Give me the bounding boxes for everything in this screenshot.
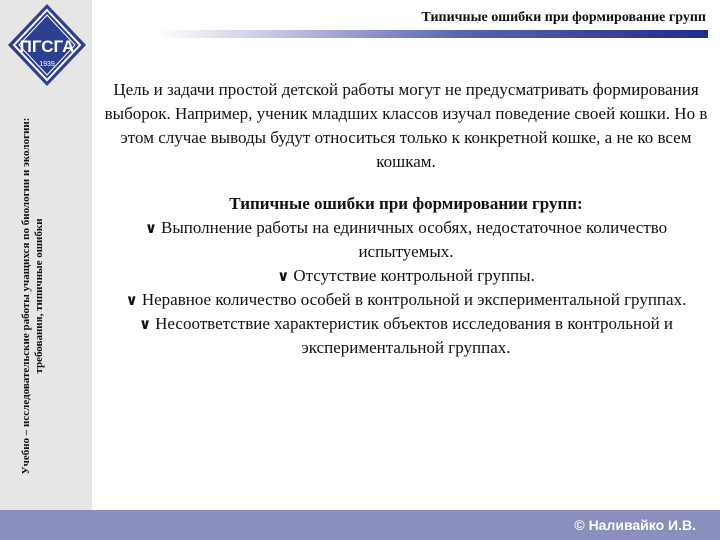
checkmark-icon: ∨	[138, 315, 152, 333]
sidebar-caption-line2: требования, типичные ошибки	[33, 218, 45, 374]
sidebar-caption	[20, 86, 46, 506]
author-credit: © Наливайко И.В.	[574, 517, 696, 533]
bullet-text: Несоответствие характеристик объектов исследования в контрольной и экспериментальной группах.	[155, 314, 674, 357]
svg-text:1939: 1939	[39, 61, 55, 68]
sidebar-caption-line1: Учебно – исследовательские работы учащихся по биологии и экологии:	[20, 117, 32, 475]
intro-paragraph: Цель и задачи простой детской работы могут не предусматривать формирования выборок. Например, ученик младших классов изучал поведение своей кошки. Но в этом случае выводы будут относиться только к конкретной кошке, а не ко всем кошкам.	[104, 80, 708, 171]
checkmark-icon: ∨	[125, 291, 138, 309]
slide-title: Типичные ошибки при формирование групп	[421, 10, 706, 25]
pgsga-logo	[4, 2, 90, 88]
bullet-text: Выполнение работы на единичных особях, недостаточное количество испытуемых.	[161, 218, 668, 261]
bullet-text: Неравное количество особей в контрольной и экспериментальной группах.	[141, 290, 687, 309]
bullet-item	[96, 216, 716, 264]
bullet-item	[96, 264, 716, 288]
errors-subheading: Типичные ошибки при формировании групп:	[229, 194, 583, 213]
footer-bar	[0, 510, 720, 540]
bullet-item	[96, 288, 716, 312]
checkmark-icon: ∨	[144, 219, 157, 237]
bullet-item	[96, 312, 716, 360]
slide-content	[96, 78, 716, 360]
svg-text:ПГСГА: ПГСГА	[19, 37, 75, 56]
sidebar	[0, 0, 92, 510]
checkmark-icon: ∨	[277, 267, 290, 285]
header-gradient-bar	[156, 30, 708, 38]
bullet-text: Отсутствие контрольной группы.	[293, 266, 535, 285]
